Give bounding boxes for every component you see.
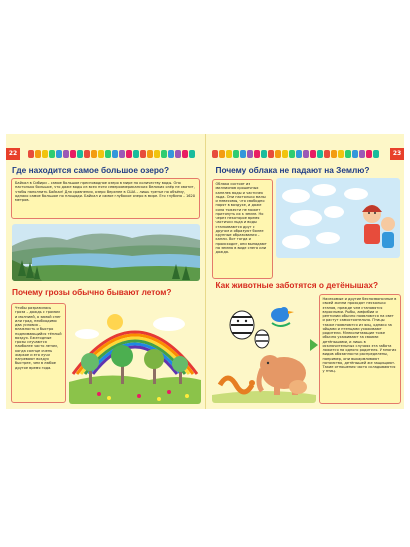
- alphabet-block: [338, 150, 344, 158]
- zebra-foal-icon: [255, 330, 269, 348]
- alphabet-block: [275, 150, 281, 158]
- alphabet-block: [317, 150, 323, 158]
- thunderstorm-text-box: [11, 303, 66, 403]
- alphabet-block: [212, 150, 218, 158]
- alphabet-block: [219, 150, 225, 158]
- alphabet-block: [240, 150, 246, 158]
- alphabet-block: [140, 150, 146, 158]
- alphabet-block: [98, 150, 104, 158]
- alphabet-block: [261, 150, 267, 158]
- alphabet-block: [226, 150, 232, 158]
- animals-text: Насекомые и другие беспозвоночные в своей жизни проходят несколько этапов, прежде чем становятся взрослыми. Рыбы, амфибии и рептилии обычно появляются на свет и растут самостоятельно. Птицы также появляются из яиц, однако за яйцами и птенцами ухаживают родители. Млекопитающие тоже обычно ухаживают за своими детёнышами, и лишь в исключительных случаях эта забота ложится на одного родителя. У многих видов обязанности распределены, например, они выкармливают потомство, детёнышей же защищают. Такие отношения часто складываются у птиц.: [322, 297, 397, 374]
- lake-text: Байкал в Сибири – самое большое пресноводное озеро в мире по количеству воды. Оно настолько большое, что даже воды из всех пяти североамериканских Великих озёр не хватит, чтобы наполнить Байкал! Для сравнения, озеро Верхнее в США – лишь третье по объёму, однако самое большое по площади. Байкал и самое глубокое озеро в мире. Его глубина – 1620 метров.: [15, 181, 196, 202]
- thunderstorm-heading: Почему грозы обычно бывают летом?: [12, 287, 172, 297]
- lake-landscape-svg: [12, 224, 200, 281]
- alphabet-block: [105, 150, 111, 158]
- alphabet-block: [352, 150, 358, 158]
- alphabet-block: [175, 150, 181, 158]
- cloud-scene-svg: [276, 178, 400, 258]
- animals-text-box: [319, 294, 401, 404]
- left-page-number: 22: [6, 148, 20, 160]
- sun-icon: [107, 314, 123, 330]
- alphabet-block: [303, 150, 309, 158]
- alphabet-block: [49, 150, 55, 158]
- alphabet-block: [310, 150, 316, 158]
- alphabet-block: [77, 150, 83, 158]
- animal-parents-svg: [212, 295, 316, 403]
- alphabet-block: [56, 150, 62, 158]
- alphabet-block: [119, 150, 125, 158]
- clouds-text: Облака состоят из миллионов крошечных капелек воды и частичек льда. Они настолько малы и невесомы, что свободно парят в воздухе, и даже сила тяжести не может притянуть их к земле. Но через некоторое время частички льда и воды сталкиваются друг с другом и образуют более крупные образования – капли. Вот тогда и происходит, они выпадают на землю в виде снега или дождя.: [215, 182, 267, 254]
- cloud-shapes-illustration: [276, 178, 400, 258]
- alphabet-block: [254, 150, 260, 158]
- clouds-text-box: [212, 179, 273, 279]
- alphabet-block: [282, 150, 288, 158]
- animals-heading: Как животные заботятся о детёнышах?: [215, 280, 379, 290]
- alphabet-block: [154, 150, 160, 158]
- alphabet-block: [233, 150, 239, 158]
- lake-text-box: [11, 178, 200, 219]
- alphabet-block: [331, 150, 337, 158]
- alphabet-block: [296, 150, 302, 158]
- alphabet-block: [42, 150, 48, 158]
- alphabet-strip-right: [212, 150, 379, 160]
- pointer-arrow-icon: [310, 339, 318, 351]
- alphabet-block: [28, 150, 34, 158]
- alphabet-block: [345, 150, 351, 158]
- right-page: [206, 134, 405, 409]
- alphabet-block: [63, 150, 69, 158]
- alphabet-block: [289, 150, 295, 158]
- zebra-icon: [230, 311, 254, 339]
- alphabet-block: [189, 150, 195, 158]
- alphabet-block: [373, 150, 379, 158]
- left-page: [6, 134, 206, 409]
- clouds-heading: Почему облака не падают на Землю?: [215, 165, 370, 175]
- rainbow-scene-svg: [69, 304, 201, 404]
- alphabet-block: [359, 150, 365, 158]
- alphabet-block: [161, 150, 167, 158]
- alphabet-block: [133, 150, 139, 158]
- right-page-number: 23: [390, 148, 404, 160]
- alphabet-strip-left: [28, 150, 195, 160]
- book-spread: [6, 134, 404, 409]
- alphabet-block: [168, 150, 174, 158]
- alphabet-block: [112, 150, 118, 158]
- alphabet-block: [84, 150, 90, 158]
- alphabet-block: [70, 150, 76, 158]
- lake-baikal-illustration: [12, 224, 200, 281]
- alphabet-block: [366, 150, 372, 158]
- alphabet-block: [35, 150, 41, 158]
- alphabet-block: [182, 150, 188, 158]
- alphabet-block: [126, 150, 132, 158]
- animals-illustration: [212, 295, 316, 403]
- alphabet-block: [268, 150, 274, 158]
- alphabet-block: [324, 150, 330, 158]
- thunderstorm-text: Чтобы разразилась гроза – дождь с громом и молнией, а зимой снег или град, необходимо два условия – влажность и быстро поднимающийся тёплый воздух. Ежегодные грозы случаются наиболее часто летом, когда солнце очень жаркое и его лучи нагревают воздух быстрее, чем в любое другое время года.: [15, 306, 62, 370]
- alphabet-block: [91, 150, 97, 158]
- alphabet-block: [147, 150, 153, 158]
- lake-heading: Где находится самое большое озеро?: [12, 165, 170, 175]
- rainbow-trees-illustration: [69, 304, 201, 404]
- alphabet-block: [247, 150, 253, 158]
